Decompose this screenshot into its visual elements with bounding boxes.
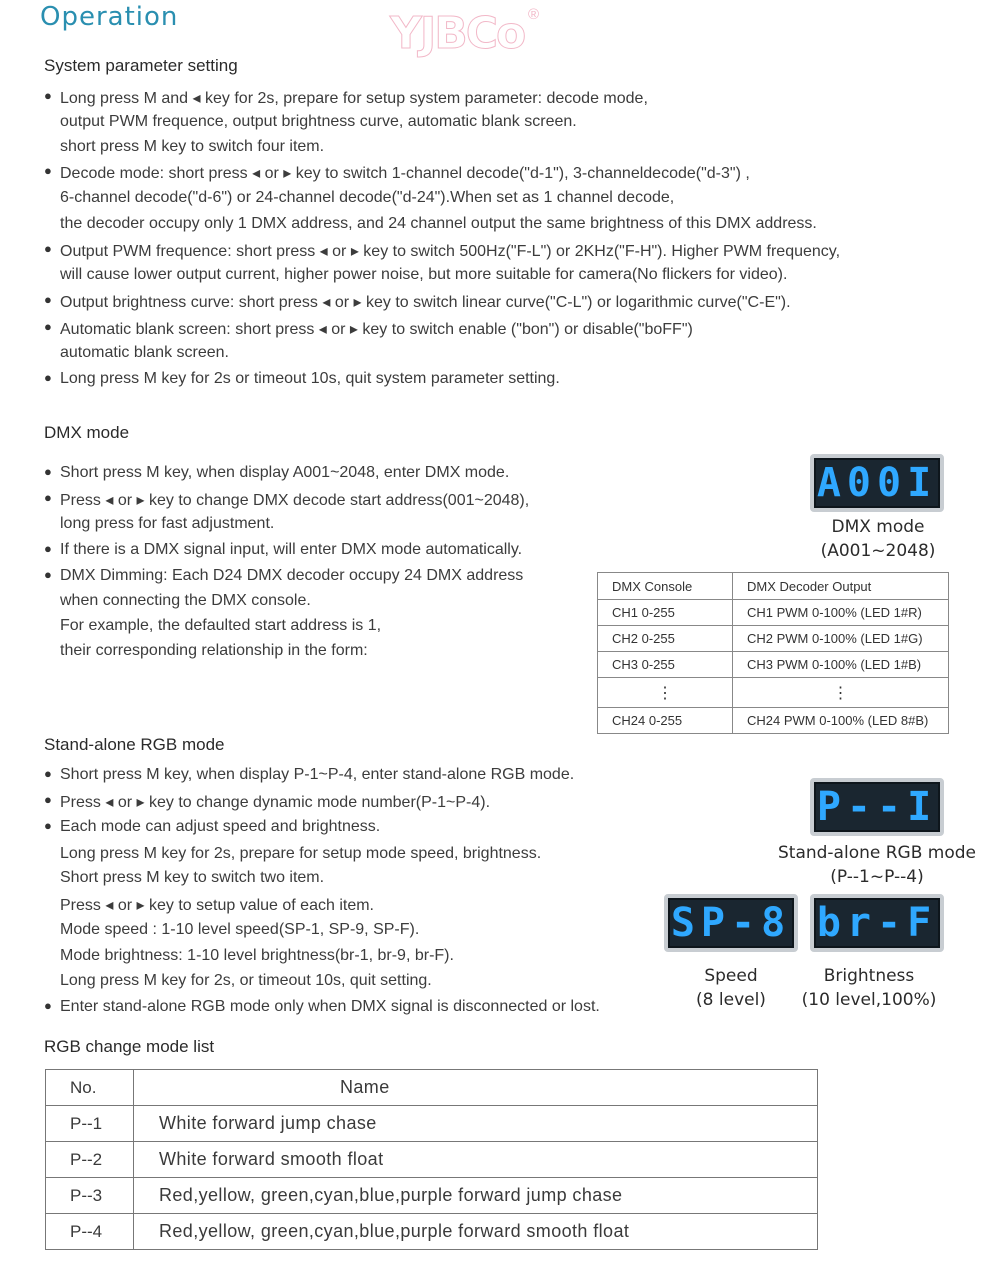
- text-line: short press M key to switch four item.: [60, 138, 325, 155]
- dmx-mapping-table: [597, 572, 949, 734]
- table-cell: ⋮: [733, 678, 949, 708]
- text-line: Short press M key to switch two item.: [60, 869, 325, 886]
- table-row: [46, 1214, 818, 1250]
- caption-line: Brightness: [823, 966, 915, 986]
- bullet-icon: ●: [44, 998, 52, 1013]
- table-row: [598, 678, 949, 708]
- table-row: [598, 600, 949, 626]
- bullet-icon: ●: [44, 541, 52, 556]
- table-cell: CH24 PWM 0-100% (LED 8#B): [733, 708, 949, 734]
- text-line: when connecting the DMX console.: [60, 592, 311, 609]
- table-cell: CH1 PWM 0-100% (LED 1#R): [733, 600, 949, 626]
- standalone-mode-display: P--I: [810, 778, 944, 836]
- text-line: long press for fast adjustment.: [60, 515, 275, 532]
- text-line: output PWM frequence, output brightness curve, automatic blank screen.: [60, 113, 577, 130]
- rgb-mode-table: [45, 1069, 818, 1250]
- bullet-icon: ●: [44, 766, 52, 781]
- bullet-icon: ●: [44, 464, 52, 479]
- table-cell: CH2 0-255: [598, 626, 733, 652]
- text-line: Press ◂ or ▸ key to setup value of each item.: [60, 897, 374, 914]
- table-row: [46, 1142, 818, 1178]
- brightness-display: br-F: [810, 894, 944, 952]
- registered-mark: ®: [528, 6, 540, 23]
- table-row: [46, 1178, 818, 1214]
- bullet-icon: ●: [44, 319, 52, 334]
- caption-line: Speed: [704, 966, 758, 986]
- speed-display: SP-8: [664, 894, 798, 952]
- text-line: For example, the defaulted start address is 1,: [60, 617, 382, 634]
- table-header-cell: No.: [46, 1070, 134, 1106]
- text-line: automatic blank screen.: [60, 344, 229, 361]
- table-cell: CH1 0-255: [598, 600, 733, 626]
- bullet-icon: ●: [44, 818, 52, 833]
- text-line: the decoder occupy only 1 DMX address, and 24 channel output the same brightness of this DMX address.: [60, 215, 817, 232]
- bullet-icon: ●: [44, 241, 52, 256]
- table-cell: P--4: [46, 1214, 134, 1250]
- brand-watermark: YJBCo: [390, 8, 525, 59]
- caption-line: (P--1~P--4): [830, 867, 924, 887]
- caption-line: DMX mode: [831, 517, 925, 537]
- text-line: 6-channel decode("d-6") or 24-channel decode("d-24").When set as 1 channel decode,: [60, 189, 675, 206]
- bullet-icon: ●: [44, 490, 52, 505]
- table-cell: Red,yellow, green,cyan,blue,purple forward smooth float: [134, 1214, 818, 1250]
- table-row: [598, 708, 949, 734]
- dmx-address-display: A00I: [810, 454, 944, 512]
- caption-line: (10 level,100%): [801, 990, 937, 1010]
- table-cell: White forward jump chase: [134, 1106, 818, 1142]
- section-heading-dmx: DMX mode: [44, 423, 130, 442]
- section-heading-rgb-list: RGB change mode list: [44, 1037, 215, 1056]
- text-line: Long press M key for 2s, or timeout 10s, quit setting.: [60, 972, 432, 989]
- bullet-icon: ●: [44, 567, 52, 582]
- caption-line: Stand-alone RGB mode: [777, 843, 976, 863]
- table-cell: P--2: [46, 1142, 134, 1178]
- section-heading-standalone: Stand-alone RGB mode: [44, 735, 225, 754]
- text-line: will cause lower output current, higher power noise, but more suitable for camera(No flickers for video).: [60, 266, 788, 283]
- caption-line: (8 level): [696, 990, 766, 1010]
- table-cell: CH3 PWM 0-100% (LED 1#B): [733, 652, 949, 678]
- table-cell: CH24 0-255: [598, 708, 733, 734]
- speed-display-caption: [664, 964, 798, 1012]
- bullet-icon: ●: [44, 370, 52, 385]
- table-header-cell: DMX Console: [598, 573, 733, 600]
- table-row: [598, 626, 949, 652]
- table-header-row: [598, 573, 949, 600]
- table-cell: P--1: [46, 1106, 134, 1142]
- table-cell: Red,yellow, green,cyan,blue,purple forward jump chase: [134, 1178, 818, 1214]
- page-title: Operation: [40, 2, 179, 32]
- table-cell: CH3 0-255: [598, 652, 733, 678]
- table-row: [598, 652, 949, 678]
- bullet-icon: ●: [44, 292, 52, 307]
- section-heading-system: System parameter setting: [44, 56, 238, 75]
- table-cell: P--3: [46, 1178, 134, 1214]
- text-line: their corresponding relationship in the form:: [60, 642, 368, 659]
- table-cell: White forward smooth float: [134, 1142, 818, 1178]
- bullet-icon: ●: [44, 88, 52, 103]
- table-cell: ⋮: [598, 678, 733, 708]
- bullet-icon: ●: [44, 792, 52, 807]
- text-line: Mode speed : 1-10 level speed(SP-1, SP-9, SP-F).: [60, 921, 420, 938]
- bullet-icon: ●: [44, 163, 52, 178]
- dmx-display-caption: [790, 515, 966, 563]
- standalone-display-caption: [770, 841, 984, 889]
- text-line: Mode brightness: 1-10 level brightness(br-1, br-9, br-F).: [60, 947, 454, 964]
- table-row: [46, 1106, 818, 1142]
- table-header-cell: Name: [134, 1070, 818, 1106]
- caption-line: (A001~2048): [820, 541, 936, 561]
- text-line: Long press M key for 2s, prepare for setup mode speed, brightness.: [60, 845, 542, 862]
- brightness-display-caption: [796, 964, 942, 1012]
- table-header-row: [46, 1070, 818, 1106]
- table-header-cell: DMX Decoder Output: [733, 573, 949, 600]
- table-cell: CH2 PWM 0-100% (LED 1#G): [733, 626, 949, 652]
